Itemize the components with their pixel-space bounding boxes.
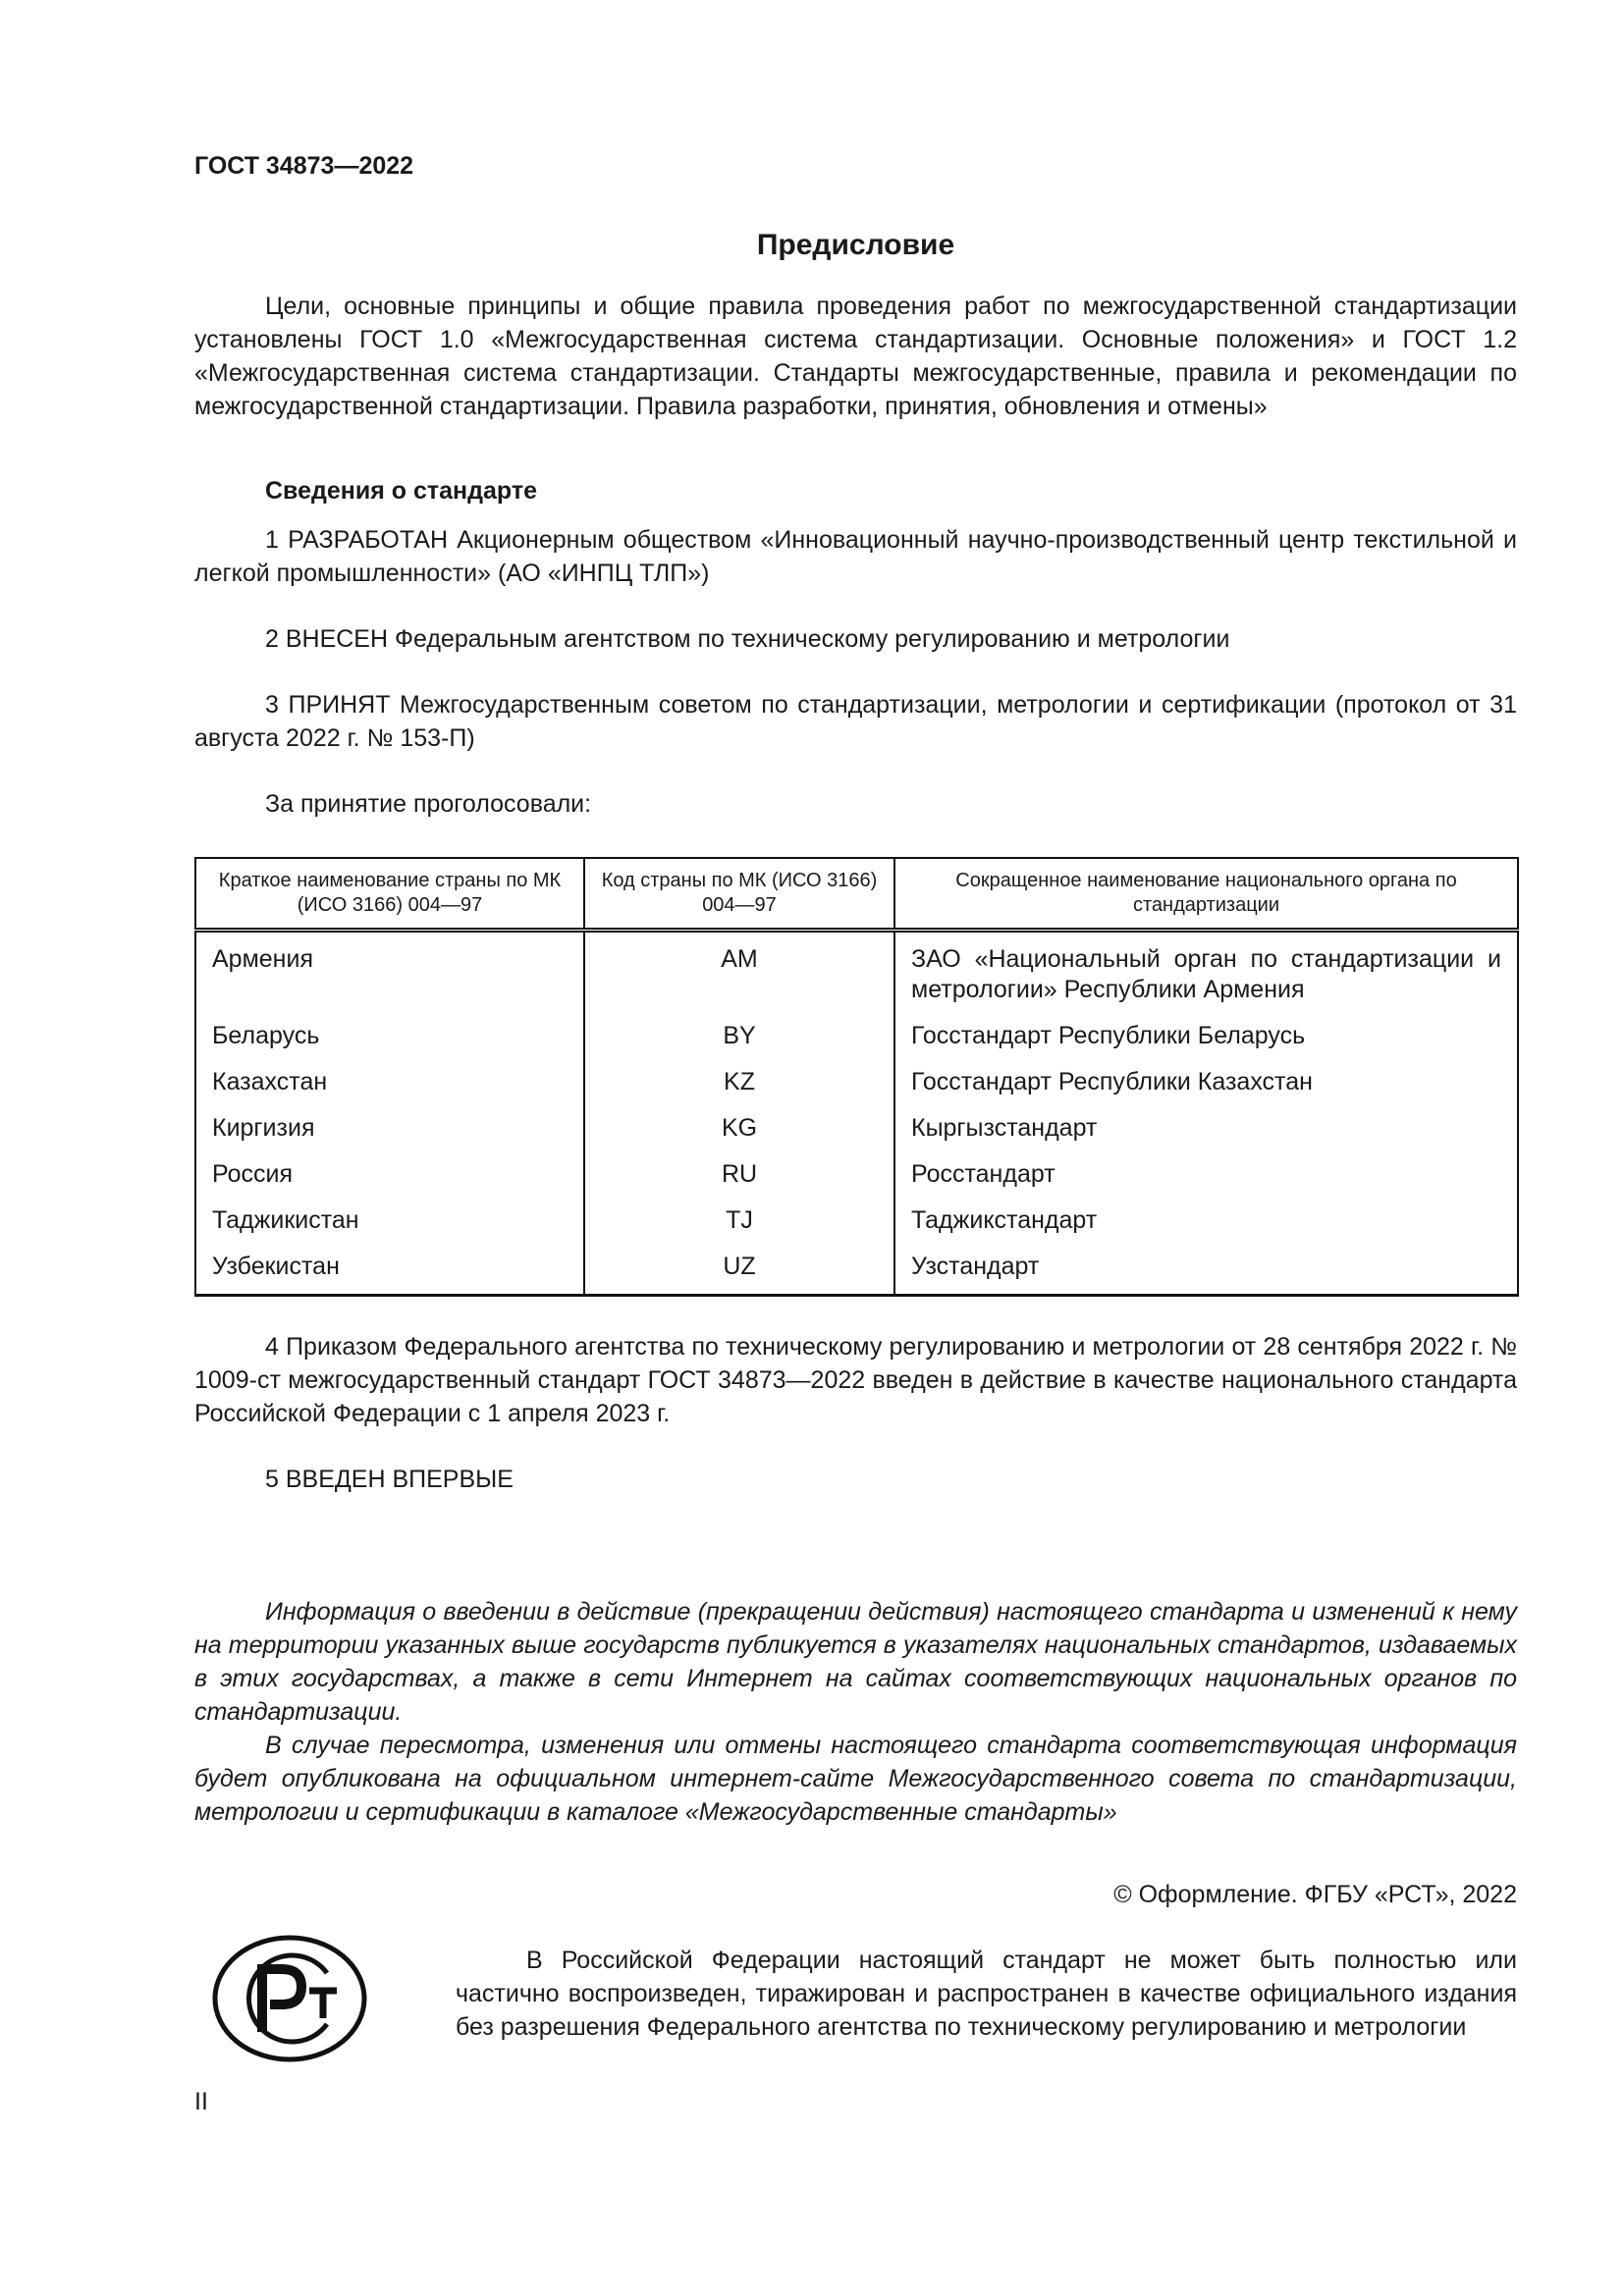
cell-code: RU	[584, 1152, 894, 1199]
cell-standards-body: Кыргызстандарт	[894, 1106, 1518, 1152]
item-5: 5 ВВЕДЕН ВПЕРВЫЕ	[265, 1466, 514, 1493]
cell-standards-body: Госстандарт Республики Казахстан	[894, 1060, 1518, 1106]
intro-paragraph: Цели, основные принципы и общие правила проведения работ по межгосударственной стандартизации установлены ГОСТ 1.0 «Межгосударственная система стандартизации. Основные положения» и ГОСТ 1.2 «Межгосударственная система стандартизации. Стандарты межгосударственные, правила и рекомендации по межгосударственной стандартизации. Правила разработки, принятия, обновления и отмены»	[194, 293, 1517, 420]
table-row	[195, 931, 1518, 1015]
voting-label: За принятие проголосовали:	[265, 790, 592, 818]
table-row	[195, 1199, 1518, 1245]
column-header-body: Сокращенное наименование национального органа по стандартизации	[894, 858, 1518, 931]
column-header-country: Краткое наименование страны по МК (ИСО 3166) 004—97	[195, 858, 584, 931]
cell-country: Армения	[195, 931, 584, 1015]
table-row	[195, 1152, 1518, 1199]
cell-standards-body: Росстандарт	[894, 1152, 1518, 1199]
column-header-code: Код страны по МК (ИСО 3166) 004—97	[584, 858, 894, 931]
notice-paragraph-1: Информация о введении в действие (прекращении действия) настоящего стандарта и изменений к нему на территории указанных выше государств публикуется в указателях национальных стандартов, издаваемых в этих государствах, а также в сети Интернет на сайтах соответствующих национальных органов по стандартизации.	[194, 1598, 1517, 1726]
section-heading: Сведения о стандарте	[265, 477, 538, 505]
table-row	[195, 1014, 1518, 1060]
cell-country: Узбекистан	[195, 1245, 584, 1296]
document-code: ГОСТ 34873—2022	[194, 152, 414, 180]
rights-notice	[456, 1944, 1517, 2044]
cell-country: Таджикистан	[195, 1199, 584, 1245]
page-number: II	[194, 2088, 208, 2115]
rights-text: В Российской Федерации настоящий стандарт не может быть полностью или частично воспроизведен, тиражирован и распространен в качестве официального издания без разрешения Федерального агентства по техническому регулированию и метрологии	[456, 1947, 1517, 2041]
cell-code: BY	[584, 1014, 894, 1060]
cell-code: KG	[584, 1106, 894, 1152]
cell-code: AM	[584, 931, 894, 1015]
cell-standards-body: ЗАО «Национальный орган по стандартизации и метрологии» Республики Армения	[894, 931, 1518, 1015]
cell-country: Киргизия	[195, 1106, 584, 1152]
cell-code: UZ	[584, 1245, 894, 1296]
cell-code: TJ	[584, 1199, 894, 1245]
cell-code: KZ	[584, 1060, 894, 1106]
cell-country: Россия	[195, 1152, 584, 1199]
cell-standards-body: Узстандарт	[894, 1245, 1518, 1296]
table-row	[195, 1106, 1518, 1152]
item-2: 2 ВНЕСЕН Федеральным агентством по техническому регулированию и метрологии	[265, 625, 1230, 653]
rst-logo	[211, 1934, 368, 2063]
cell-standards-body: Госстандарт Республики Беларусь	[894, 1014, 1518, 1060]
table-row	[195, 1245, 1518, 1296]
table-row	[195, 1060, 1518, 1106]
item-1: 1 РАЗРАБОТАН Акционерным обществом «Инновационный научно-производственный центр текстильной и легкой промышленности» (АО «ИНПЦ ТЛП»)	[194, 526, 1517, 587]
cell-country: Казахстан	[195, 1060, 584, 1106]
page-title: Предисловие	[756, 229, 955, 261]
voting-table	[194, 857, 1517, 1297]
copyright: © Оформление. ФГБУ «РСТ», 2022	[1113, 1881, 1517, 1908]
cell-country: Беларусь	[195, 1014, 584, 1060]
cell-standards-body: Таджикстандарт	[894, 1199, 1518, 1245]
notice-paragraph-2: В случае пересмотра, изменения или отмены настоящего стандарта соответствующая информация будет опубликована на официальном интернет-сайте Межгосударственного совета по стандартизации, метрологии и сертификации в каталоге «Межгосударственные стандарты»	[194, 1732, 1517, 1826]
item-3: 3 ПРИНЯТ Межгосударственным советом по стандартизации, метрологии и сертификации (протокол от 31 августа 2022 г. № 153-П)	[194, 691, 1517, 752]
item-4: 4 Приказом Федерального агентства по техническому регулированию и метрологии от 28 сентября 2022 г. № 1009-ст межгосударственный стандарт ГОСТ 34873—2022 введен в действие в качестве национального стандарта Российской Федерации с 1 апреля 2023 г.	[194, 1333, 1517, 1427]
